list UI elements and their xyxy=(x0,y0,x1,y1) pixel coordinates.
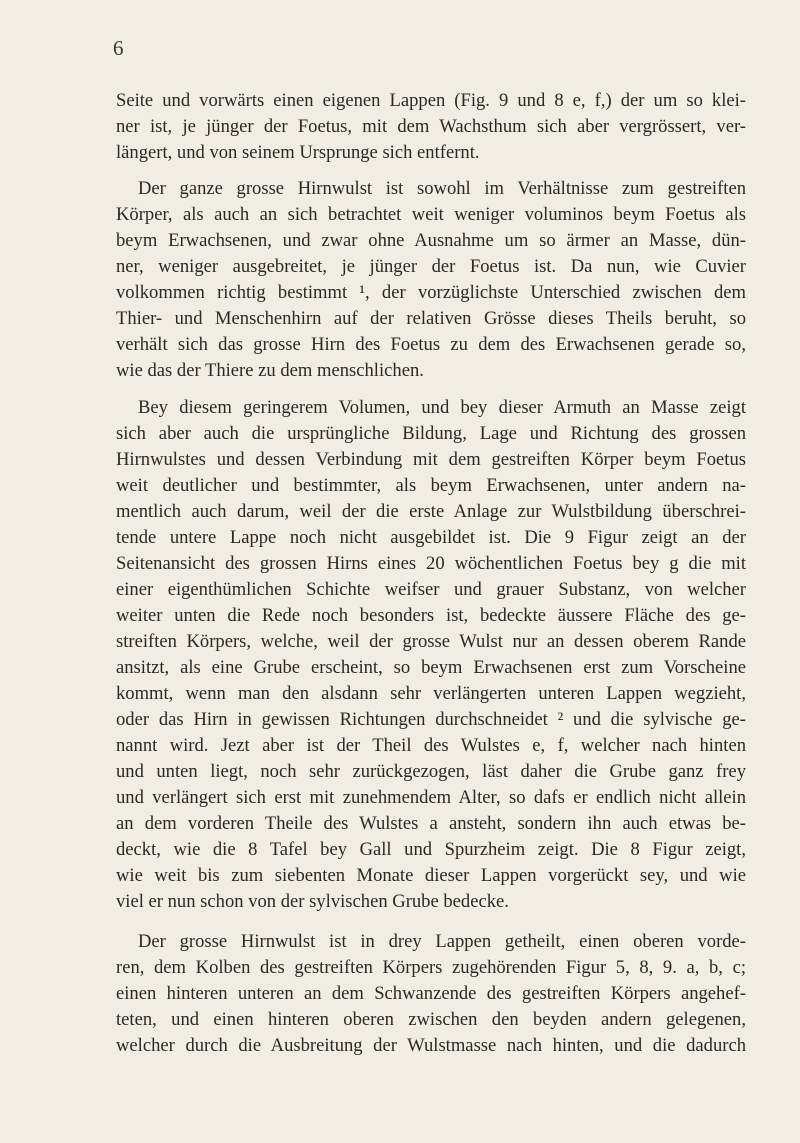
text-line: ansitzt, als eine Grube erscheint, so beym Erwachsenen erst zum Vorscheine xyxy=(116,657,746,678)
text-line: Seite und vorwärts einen eigenen Lappen (Fig. 9 und 8 e, f,) der um so klei- xyxy=(116,90,746,111)
text-line: einen hinteren unteren an dem Schwanzende des gestreiften Körpers angehef- xyxy=(116,983,746,1004)
text-line: Bey diesem geringerem Volumen, und bey dieser Armuth an Masse zeigt xyxy=(138,397,746,418)
text-line: längert, und von seinem Ursprunge sich entfernt. xyxy=(116,142,480,163)
text-line: volkommen richtig bestimmt ¹, der vorzüglichste Unterschied zwischen dem xyxy=(116,282,746,303)
text-line: kommt, wenn man den alsdann sehr verlängerten unteren Lappen wegzieht, xyxy=(116,683,746,704)
text-line: Seitenansicht des grossen Hirns eines 20 wöchentlichen Foetus bey g die mit xyxy=(116,553,746,574)
text-line: nannt wird. Jezt aber ist der Theil des Wulstes e, f, welcher nach hinten xyxy=(116,735,746,756)
text-line: wie das der Thiere zu dem menschlichen. xyxy=(116,360,424,381)
text-line: wie weit bis zum siebenten Monate dieser Lappen vorgerückt sey, und wie xyxy=(116,865,746,886)
text-line: sich aber auch die ursprüngliche Bildung, Lage und Richtung des grossen xyxy=(116,423,746,444)
text-line: verhält sich das grosse Hirn des Foetus zu dem des Erwachsenen gerade so, xyxy=(116,334,746,355)
page-number: 6 xyxy=(113,36,124,60)
text-line: streiften Körpers, welche, weil der grosse Wulst nur an dessen oberem Rande xyxy=(116,631,746,652)
text-line: Thier- und Menschenhirn auf der relativen Grösse dieses Theils beruht, so xyxy=(116,308,746,329)
text-line: ren, dem Kolben des gestreiften Körpers zugehörenden Figur 5, 8, 9. a, b, c; xyxy=(116,957,746,978)
text-line: deckt, wie die 8 Tafel bey Gall und Spurzheim zeigt. Die 8 Figur zeigt, xyxy=(116,839,746,860)
text-line: viel er nun schon von der sylvischen Grube bedecke. xyxy=(116,891,509,912)
text-line: an dem vorderen Theile des Wulstes a ansteht, sondern ihn auch etwas be- xyxy=(116,813,746,834)
text-line: weiter unten die Rede noch besonders ist, bedeckte äussere Fläche des ge- xyxy=(116,605,746,626)
text-line: Der ganze grosse Hirnwulst ist sowohl im Verhältnisse zum gestreiften xyxy=(138,178,746,199)
text-line: tende untere Lappe noch nicht ausgebildet ist. Die 9 Figur zeigt an der xyxy=(116,527,746,548)
text-line: und verlängert sich erst mit zunehmendem Alter, so dafs er endlich nicht allein xyxy=(116,787,746,808)
text-line: oder das Hirn in gewissen Richtungen durchschneidet ² und die sylvische ge- xyxy=(116,709,746,730)
text-line: einer eigenthümlichen Schichte weifser und grauer Substanz, von welcher xyxy=(116,579,746,600)
text-line: teten, und einen hinteren oberen zwischen den beyden andern gelegenen, xyxy=(116,1009,746,1030)
text-line: Hirnwulstes und dessen Verbindung mit dem gestreiften Körper beym Foetus xyxy=(116,449,746,470)
text-line: und unten liegt, noch sehr zurückgezogen, läst daher die Grube ganz frey xyxy=(116,761,746,782)
text-line: beym Erwachsenen, und zwar ohne Ausnahme um so ärmer an Masse, dün- xyxy=(116,230,746,251)
text-line: mentlich auch darum, weil der die erste Anlage zur Wulstbildung überschrei- xyxy=(116,501,746,522)
text-line: Der grosse Hirnwulst ist in drey Lappen getheilt, einen oberen vorde- xyxy=(138,931,746,952)
text-line: ner, weniger ausgebreitet, je jünger der Foetus ist. Da nun, wie Cuvier xyxy=(116,256,746,277)
text-line: welcher durch die Ausbreitung der Wulstmasse nach hinten, und die dadurch xyxy=(116,1035,746,1056)
text-line: Körper, als auch an sich betrachtet weit weniger voluminos beym Foetus als xyxy=(116,204,746,225)
text-line: weit deutlicher und bestimmter, als beym Erwachsenen, unter andern na- xyxy=(116,475,746,496)
text-line: ner ist, je jünger der Foetus, mit dem Wachsthum sich aber vergrössert, ver- xyxy=(116,116,746,137)
